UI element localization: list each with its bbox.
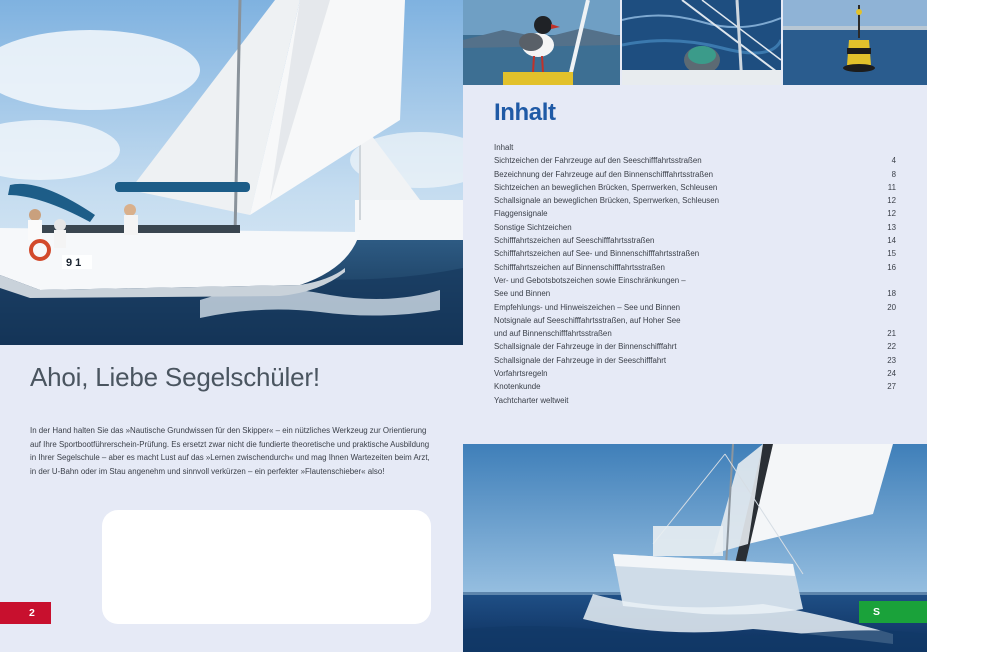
page-number-badge: 2	[0, 602, 51, 624]
toc-entry-label: Empfehlungs- und Hinweiszeichen – See und Binnen	[494, 302, 680, 312]
toc-entry-page: 20	[887, 302, 896, 312]
toc-entry	[494, 168, 896, 181]
toc-entry-page: 8	[891, 169, 896, 179]
toc-entry-page: 13	[887, 222, 896, 232]
toc-title: Inhalt	[494, 99, 556, 126]
toc-entry-label: Flaggensignale	[494, 209, 548, 219]
yacht-under-sail-photo	[463, 444, 927, 652]
seagull-photo	[463, 0, 620, 85]
toc-entry-label: Bezeichnung der Fahrzeuge auf den Binnenschifffahrtsstraßen	[494, 169, 714, 179]
toc-entry	[494, 194, 896, 207]
toc-entry-label: Sonstige Sichtzeichen	[494, 222, 572, 232]
section-badge: S	[859, 601, 927, 623]
toc-entry	[494, 181, 896, 194]
toc-entry	[494, 141, 896, 154]
intro-paragraph: In der Hand halten Sie das »Nautische Grundwissen für den Skipper« – ein nützliches Werkzeug zur Orientierung auf Ihre Sportbootführerschein-Prüfung. Es ersetzt zwar nicht die fundierte theoretische und praktische Ausbildung in Ihrer Segelschule – aber es macht Lust auf das »Lernen zwischendurch« und mag Ihnen Wartezeiten beim Arzt, in der U-Bahn oder im Stau angenehm und sinnvoll verkürzen – ein perfekter »Flautenschieber« also!	[30, 426, 430, 476]
blank-text-box	[102, 510, 431, 624]
page-margin	[927, 0, 1000, 652]
toc-entry	[494, 207, 896, 220]
toc-entry	[494, 234, 896, 247]
toc-entry	[494, 274, 896, 287]
toc-entry-label: Vorfahrtsregeln	[494, 369, 548, 379]
right-page	[463, 0, 927, 652]
toc-entry	[494, 301, 896, 314]
toc-entry-label: Schifffahrtszeichen auf See- und Binnenschifffahrtsstraßen	[494, 249, 700, 259]
toc-entry-page: 22	[887, 342, 896, 352]
buoy-photo	[783, 0, 927, 85]
toc-entry-label: Ver- und Gebotsbotszeichen sowie Einschränkungen –	[494, 275, 686, 285]
toc-entry-page: 23	[887, 355, 896, 365]
left-page	[0, 0, 463, 652]
toc-entry-label: Schallsignale der Fahrzeuge in der Binnenschifffahrt	[494, 342, 677, 352]
toc-entry-label: Sichtzeichen der Fahrzeuge auf den Seeschifffahrtsstraßen	[494, 156, 702, 166]
toc-entry-page: 24	[887, 369, 896, 379]
toc-entry-label: Schifffahrtszeichen auf Seeschifffahrtsstraßen	[494, 236, 655, 246]
toc-entry-label: Knotenkunde	[494, 382, 541, 392]
toc-entry-page: 27	[887, 382, 896, 392]
toc-entry	[494, 354, 896, 367]
toc-entry-page: 21	[887, 329, 896, 339]
toc-entry	[494, 247, 896, 260]
toc-entry-page: 15	[887, 249, 896, 259]
toc-entry	[494, 314, 896, 327]
toc-entry-page: 12	[887, 196, 896, 206]
toc-entry-page: 12	[887, 209, 896, 219]
toc-entry-label: und auf Binnenschifffahrtsstraßen	[494, 329, 612, 339]
toc-entry	[494, 261, 896, 274]
toc-entry	[494, 287, 896, 300]
toc-entry	[494, 154, 896, 167]
toc-entry	[494, 394, 896, 407]
sailing-yacht-photo	[0, 0, 463, 345]
toc-entry	[494, 327, 896, 340]
toc-entry-page: 11	[887, 182, 896, 192]
toc-entry	[494, 340, 896, 353]
table-of-contents	[494, 141, 896, 407]
toc-entry-page: 16	[887, 262, 896, 272]
toc-entry-page: 18	[887, 289, 896, 299]
toc-entry-page: 4	[891, 156, 896, 166]
toc-entry-label: Notsignale auf Seeschifffahrtsstraßen, auf Hoher See	[494, 315, 681, 325]
toc-entry-label: Schallsignale an beweglichen Brücken, Sperrwerken, Schleusen	[494, 196, 720, 206]
toc-entry-label: See und Binnen	[494, 289, 551, 299]
toc-entry	[494, 380, 896, 393]
sail-number: 9 1	[66, 257, 82, 269]
toc-entry-label: Inhalt	[494, 143, 514, 152]
toc-entry-label: Schifffahrtszeichen auf Binnenschifffahrtsstraßen	[494, 262, 665, 272]
greeting-heading: Ahoi, Liebe Segelschüler!	[30, 362, 320, 392]
toc-entry-page: 14	[887, 236, 896, 246]
toc-entry	[494, 221, 896, 234]
toc-entry-label: Schallsignale der Fahrzeuge in der Seeschifffahrt	[494, 355, 667, 365]
toc-entry-label: Sichtzeichen an beweglichen Brücken, Sperrwerken, Schleusen	[494, 182, 718, 192]
thumbnail-strip	[463, 0, 927, 85]
winch-rope-photo	[622, 0, 781, 85]
toc-entry-label: Yachtcharter weltweit	[494, 395, 569, 405]
toc-entry	[494, 367, 896, 380]
